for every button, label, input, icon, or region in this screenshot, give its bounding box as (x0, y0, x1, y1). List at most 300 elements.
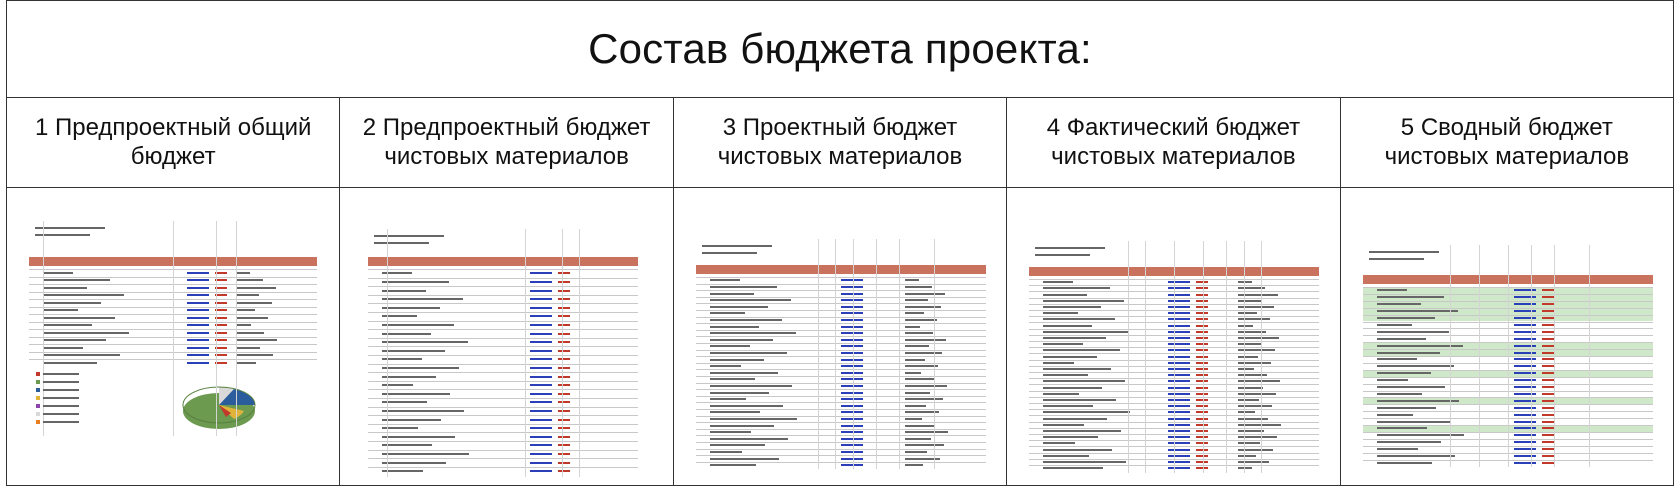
thumbnail-row (7, 187, 1673, 485)
sheet-num-mark (1168, 306, 1190, 308)
sheet-vl-mark (1450, 245, 1451, 467)
sheet-num-mark (187, 354, 209, 356)
sheet-ln-mark (368, 269, 638, 270)
column-heading-5: 5 Сводный бюджет чистовых материалов (1384, 114, 1630, 170)
sheet-num-mark (530, 281, 552, 283)
sheet-num-mark (187, 324, 209, 326)
sheet-txt-mark (1043, 405, 1093, 407)
sheet-txt-mark (382, 281, 449, 283)
sheet-ln-mark (696, 297, 986, 298)
sheet-num-mark (841, 352, 863, 354)
sheet-ln-mark (368, 415, 638, 416)
sheet-txt-mark (710, 398, 746, 400)
sheet-txt-mark (905, 431, 948, 433)
sheet-red-mark (558, 272, 570, 274)
sheet-txt-mark (710, 279, 740, 281)
sheet-red-mark (558, 307, 570, 309)
sheet-num-mark (1168, 380, 1190, 382)
sheet-txt-mark (1377, 393, 1422, 395)
sheet-num-mark (530, 393, 552, 395)
sheet-num-mark (1514, 379, 1536, 381)
sheet-txt-mark (905, 279, 919, 281)
sheet-red-mark (558, 298, 570, 300)
sheet-vl-mark (1203, 241, 1204, 473)
sheet-txt-mark (1043, 356, 1097, 358)
sheet-txt-mark (710, 385, 792, 387)
sheet-txt-mark (1238, 318, 1270, 320)
sheet-num-mark (1168, 405, 1190, 407)
sheet-red-mark (1196, 356, 1208, 358)
sheet-num-mark (841, 438, 863, 440)
sheet-txt-mark (1377, 310, 1458, 312)
sheet-txt-mark (1043, 442, 1075, 444)
sheet-red-mark (1196, 467, 1208, 469)
sheet-red-mark (558, 376, 570, 378)
sheet-num-mark (841, 464, 863, 466)
sheet-vl-mark (876, 239, 877, 469)
sheet-red-mark (1196, 411, 1208, 413)
sheet-num-mark (841, 398, 863, 400)
sheet-num-mark (1168, 442, 1190, 444)
sheet-txt-mark (702, 245, 772, 247)
sheet-num-mark (187, 279, 209, 281)
sheet-num-mark (1168, 374, 1190, 376)
sheet-num-mark (1514, 310, 1536, 312)
sheet-red-mark (1196, 418, 1208, 420)
sheet-txt-mark (1377, 303, 1421, 305)
sheet-txt-mark (43, 294, 124, 296)
sheet-num-mark (1514, 386, 1536, 388)
sheet-red-mark (1542, 448, 1554, 450)
sheet-txt-mark (1238, 300, 1261, 302)
sheet-num-mark (187, 302, 209, 304)
sheet-txt-mark (1377, 462, 1432, 464)
sheet-red-mark (1196, 281, 1208, 283)
sheet-num-mark (530, 307, 552, 309)
sheet-ln-mark (368, 389, 638, 390)
sheet-red-mark (1542, 303, 1554, 305)
sheet-red-mark (1542, 338, 1554, 340)
sheet-txt-mark (382, 444, 432, 446)
sheet-txt-mark (905, 293, 945, 295)
sheet-txt-mark (382, 333, 431, 335)
sheet-red-mark (1542, 455, 1554, 457)
sheet-red-mark (1542, 441, 1554, 443)
thumbnail-cell-3 (674, 187, 1007, 485)
sheet-dot-mark (36, 388, 40, 392)
sheet-txt-mark (43, 332, 129, 334)
sheet-num-mark (1168, 418, 1190, 420)
sheet-txt-mark (905, 418, 922, 420)
sheet-txt-mark (236, 302, 272, 304)
sheet-txt-mark (905, 326, 920, 328)
sheet-txt-mark (382, 350, 445, 352)
sheet-red-mark (1196, 374, 1208, 376)
sheet-red-mark (558, 462, 570, 464)
sheet-red-mark (1542, 345, 1554, 347)
sheet-txt-mark (1043, 281, 1073, 283)
sheet-red-mark (1542, 400, 1554, 402)
sheet-num-mark (841, 451, 863, 453)
sheet-txt-mark (710, 372, 778, 374)
sheet-txt-mark (43, 317, 115, 319)
sheet-red-mark (1196, 362, 1208, 364)
sheet-txt-mark (43, 373, 79, 375)
sheet-txt-mark (1238, 281, 1252, 283)
sheet-txt-mark (236, 272, 250, 274)
sheet-vl-mark (1531, 245, 1532, 467)
sheet-ln-mark (696, 422, 986, 423)
sheet-txt-mark (710, 438, 788, 440)
sheet-num-mark (1168, 318, 1190, 320)
sheet-red-mark (1542, 324, 1554, 326)
sheet-ln-mark (696, 277, 986, 278)
sheet-red-mark (1196, 424, 1208, 426)
sheet-ln-mark (696, 402, 986, 403)
sheet-txt-mark (1043, 287, 1110, 289)
spreadsheet-thumbnail-2 (368, 229, 638, 477)
sheet-red-mark (1542, 462, 1554, 464)
sheet-num-mark (1168, 393, 1190, 395)
sheet-txt-mark (905, 392, 930, 394)
sheet-ln-mark (368, 372, 638, 373)
sheet-vl-mark (1261, 241, 1262, 473)
sheet-red-mark (558, 315, 570, 317)
sheet-vl-mark (1508, 245, 1509, 467)
sheet-txt-mark (1035, 247, 1105, 249)
sheet-txt-mark (1043, 374, 1088, 376)
sheet-num-mark (841, 405, 863, 407)
sheet-ln-mark (368, 303, 638, 304)
sheet-txt-mark (710, 411, 760, 413)
sheet-num-mark (530, 410, 552, 412)
sheet-num-mark (530, 427, 552, 429)
sheet-red-mark (558, 436, 570, 438)
sheet-red-mark (1542, 372, 1554, 374)
sheet-num-mark (1514, 393, 1536, 395)
sheet-txt-mark (43, 302, 101, 304)
sheet-ln-mark (368, 346, 638, 347)
sheet-ln-mark (696, 376, 986, 377)
thumbnail-cell-5 (1341, 187, 1673, 485)
sheet-num-mark (530, 333, 552, 335)
sheet-txt-mark (382, 436, 455, 438)
sheet-ln-mark (696, 350, 986, 351)
sheet-txt-mark (236, 332, 264, 334)
sheet-ln-mark (696, 330, 986, 331)
sheet-num-mark (1514, 365, 1536, 367)
sheet-num-mark (1514, 434, 1536, 436)
sheet-txt-mark (43, 324, 92, 326)
sheet-red-mark (558, 290, 570, 292)
sheet-ln-mark (368, 407, 638, 408)
sheet-txt-mark (905, 332, 933, 334)
sheet-ln-mark (696, 284, 986, 285)
sheet-red-mark (1542, 421, 1554, 423)
sheet-vl-mark (236, 221, 237, 436)
sheet-ln-mark (368, 329, 638, 330)
sheet-vl-mark (1554, 245, 1555, 467)
sheet-txt-mark (43, 309, 78, 311)
sheet-hdr-mark (368, 257, 638, 266)
sheet-red-mark (1196, 442, 1208, 444)
sheet-num-mark (530, 350, 552, 352)
sheet-txt-mark (710, 378, 755, 380)
sheet-ln-mark (368, 467, 638, 468)
sheet-ln-mark (696, 435, 986, 436)
sheet-num-mark (187, 317, 209, 319)
sheet-txt-mark (1043, 411, 1130, 413)
sheet-num-mark (1168, 467, 1190, 469)
sheet-num-mark (841, 392, 863, 394)
sheet-num-mark (530, 376, 552, 378)
sheet-num-mark (530, 315, 552, 317)
thumbnail-cell-4 (1007, 187, 1340, 485)
sheet-num-mark (841, 326, 863, 328)
sheet-txt-mark (1043, 349, 1120, 351)
sheet-txt-mark (43, 421, 79, 423)
sheet-num-mark (841, 293, 863, 295)
sheet-txt-mark (702, 252, 757, 254)
sheet-num-mark (187, 287, 209, 289)
sheet-txt-mark (43, 362, 97, 364)
sheet-ln-mark (696, 369, 986, 370)
sheet-txt-mark (1238, 343, 1262, 345)
sheet-num-mark (841, 312, 863, 314)
sheet-num-mark (1514, 407, 1536, 409)
sheet-red-mark (1196, 349, 1208, 351)
sheet-red-mark (1542, 379, 1554, 381)
sheet-num-mark (187, 294, 209, 296)
sheet-txt-mark (905, 312, 924, 314)
sheet-red-mark (1196, 300, 1208, 302)
sheet-txt-mark (1043, 418, 1107, 420)
sheet-red-mark (558, 393, 570, 395)
sheet-vl-mark (1479, 245, 1480, 467)
sheet-txt-mark (710, 306, 768, 308)
sheet-red-mark (1542, 358, 1554, 360)
sheet-num-mark (841, 279, 863, 281)
sheet-txt-mark (43, 279, 110, 281)
sheet-num-mark (1168, 356, 1190, 358)
sheet-num-mark (187, 362, 209, 364)
sheet-red-mark (558, 444, 570, 446)
sheet-txt-mark (382, 470, 423, 472)
thumbnail-cell-2 (340, 187, 673, 485)
sheet-txt-mark (905, 345, 929, 347)
sheet-txt-mark (1043, 380, 1125, 382)
sheet-num-mark (1514, 414, 1536, 416)
sheet-txt-mark (710, 352, 787, 354)
column-headings (7, 97, 1673, 188)
sheet-txt-mark (710, 293, 754, 295)
spreadsheet-thumbnail-4 (1029, 241, 1319, 473)
sheet-ln-mark (368, 458, 638, 459)
sheet-txt-mark (1369, 258, 1424, 260)
sheet-ln-mark (696, 455, 986, 456)
sheet-txt-mark (1043, 399, 1116, 401)
sheet-red-mark (1196, 331, 1208, 333)
sheet-txt-mark (382, 367, 459, 369)
sheet-txt-mark (710, 431, 751, 433)
sheet-num-mark (841, 345, 863, 347)
sheet-num-mark (1168, 430, 1190, 432)
sheet-txt-mark (905, 385, 947, 387)
sheet-txt-mark (905, 352, 942, 354)
sheet-vl-mark (853, 239, 854, 469)
sheet-vl-mark (835, 239, 836, 469)
sheet-red-mark (1196, 337, 1208, 339)
sheet-red-mark (1196, 368, 1208, 370)
sheet-ln-mark (696, 449, 986, 450)
thumbnail-cell-1 (7, 187, 340, 485)
sheet-num-mark (1168, 287, 1190, 289)
sheet-txt-mark (710, 365, 741, 367)
sheet-red-mark (558, 453, 570, 455)
sheet-num-mark (530, 367, 552, 369)
sheet-num-mark (1514, 345, 1536, 347)
sheet-num-mark (841, 359, 863, 361)
sheet-txt-mark (236, 362, 256, 364)
sheet-red-mark (558, 350, 570, 352)
sheet-red-mark (558, 419, 570, 421)
sheet-txt-mark (43, 339, 106, 341)
sheet-ln-mark (368, 355, 638, 356)
sheet-dot-mark (36, 420, 40, 424)
sheet-txt-mark (236, 347, 260, 349)
sheet-txt-mark (1043, 430, 1121, 432)
sheet-ln-mark (368, 295, 638, 296)
sheet-txt-mark (1377, 400, 1459, 402)
sheet-dot-mark (36, 404, 40, 408)
sheet-num-mark (187, 332, 209, 334)
sheet-red-mark (1196, 380, 1208, 382)
sheet-txt-mark (1377, 358, 1417, 360)
sheet-num-mark (1168, 337, 1190, 339)
sheet-vl-mark (579, 229, 580, 477)
sheet-txt-mark (382, 410, 464, 412)
sheet-red-mark (1196, 455, 1208, 457)
sheet-red-mark (1542, 289, 1554, 291)
sheet-txt-mark (1377, 379, 1408, 381)
sheet-vl-mark (1589, 245, 1590, 467)
sheet-txt-mark (1238, 442, 1260, 444)
sheet-txt-mark (43, 413, 79, 415)
sheet-ln-mark (696, 290, 986, 291)
sheet-ln-mark (368, 278, 638, 279)
sheet-txt-mark (905, 319, 937, 321)
sheet-num-mark (1168, 349, 1190, 351)
sheet-num-mark (1168, 424, 1190, 426)
sheet-num-mark (530, 324, 552, 326)
sheet-red-mark (1542, 331, 1554, 333)
sheet-num-mark (1168, 312, 1190, 314)
sheet-txt-mark (1238, 362, 1271, 364)
sheet-ln-mark (696, 416, 986, 417)
sheet-red-mark (1196, 343, 1208, 345)
sheet-ln-mark (696, 429, 986, 430)
sheet-num-mark (1168, 281, 1190, 283)
sheet-txt-mark (710, 345, 750, 347)
sheet-red-mark (1196, 393, 1208, 395)
budget-composition-slide (6, 0, 1674, 486)
sheet-txt-mark (1043, 318, 1115, 320)
sheet-txt-mark (1043, 312, 1078, 314)
sheet-txt-mark (710, 339, 773, 341)
sheet-txt-mark (1238, 312, 1257, 314)
sheet-txt-mark (43, 389, 79, 391)
sheet-txt-mark (905, 372, 921, 374)
sheet-num-mark (1514, 455, 1536, 457)
sheet-txt-mark (382, 453, 469, 455)
sheet-txt-mark (382, 341, 468, 343)
sheet-num-mark (841, 372, 863, 374)
column-heading-1: 1 Предпроектный общий бюджет (7, 97, 340, 187)
sheet-red-mark (1542, 352, 1554, 354)
sheet-txt-mark (382, 419, 441, 421)
sheet-red-mark (1196, 399, 1208, 401)
sheet-red-mark (1542, 317, 1554, 319)
sheet-ln-mark (696, 462, 986, 463)
sheet-txt-mark (43, 354, 120, 356)
sheet-num-mark (1168, 399, 1190, 401)
sheet-txt-mark (1043, 337, 1106, 339)
sheet-num-mark (1514, 358, 1536, 360)
sheet-red-mark (1542, 365, 1554, 367)
sheet-txt-mark (236, 294, 259, 296)
sheet-txt-mark (43, 381, 79, 383)
sheet-txt-mark (905, 438, 931, 440)
sheet-txt-mark (1043, 368, 1111, 370)
sheet-num-mark (841, 319, 863, 321)
sheet-red-mark (558, 324, 570, 326)
sheet-txt-mark (710, 319, 782, 321)
sheet-txt-mark (1238, 387, 1263, 389)
sheet-vl-mark (899, 239, 900, 469)
sheet-num-mark (1514, 324, 1536, 326)
sheet-num-mark (187, 347, 209, 349)
sheet-txt-mark (1238, 411, 1255, 413)
sheet-num-mark (1514, 296, 1536, 298)
sheet-txt-mark (905, 405, 926, 407)
sheet-txt-mark (1238, 455, 1256, 457)
sheet-vl-mark (934, 239, 935, 469)
sheet-txt-mark (1377, 455, 1455, 457)
sheet-vl-mark (525, 229, 526, 477)
sheet-vl-mark (43, 221, 44, 436)
sheet-txt-mark (382, 358, 422, 360)
sheet-txt-mark (1043, 387, 1102, 389)
sheet-red-mark (1196, 461, 1208, 463)
sheet-txt-mark (1377, 427, 1427, 429)
sheet-txt-mark (1043, 467, 1103, 469)
sheet-num-mark (1168, 343, 1190, 345)
sheet-num-mark (1514, 372, 1536, 374)
sheet-txt-mark (1377, 338, 1426, 340)
sheet-vl-mark (216, 221, 217, 436)
sheet-red-mark (1542, 407, 1554, 409)
sheet-txt-mark (1369, 251, 1439, 253)
sheet-red-mark (558, 367, 570, 369)
sheet-num-mark (841, 458, 863, 460)
sheet-ln-mark (368, 338, 638, 339)
sheet-num-mark (841, 425, 863, 427)
sheet-txt-mark (236, 324, 251, 326)
sheet-ln-mark (696, 356, 986, 357)
sheet-txt-mark (710, 444, 765, 446)
sheet-txt-mark (1043, 306, 1101, 308)
sheet-red-mark (1196, 312, 1208, 314)
